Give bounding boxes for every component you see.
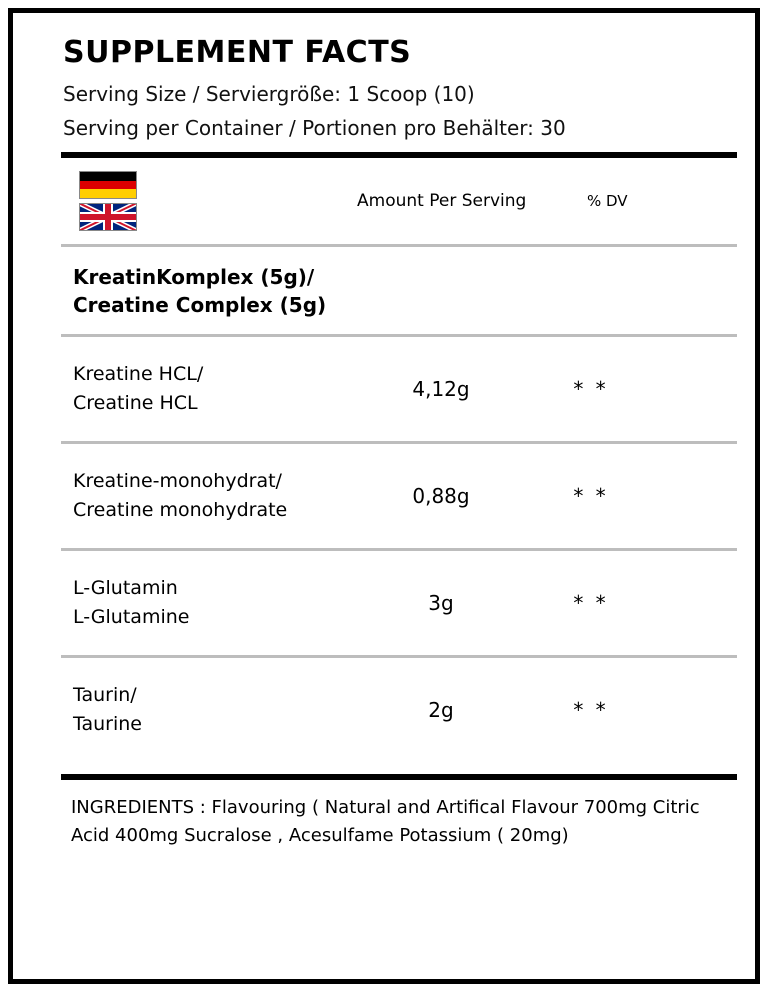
ingredient-dv: * * <box>573 483 609 508</box>
ingredient-name-en: Creatine HCL <box>73 391 198 414</box>
label-content <box>61 25 737 850</box>
ingredient-amount: 3g <box>428 590 454 615</box>
ingredient-name-de: Taurin/ <box>73 684 137 707</box>
ingredient-name-en: Creatine monohydrate <box>73 498 288 521</box>
servings-per-container-line: Serving per Container / Portionen pro Behälter: 30 <box>63 116 566 140</box>
table-row <box>61 337 737 441</box>
ingredient-amount: 2g <box>428 697 454 722</box>
ingredient-name-de: Kreatine-monohydrat/ <box>73 470 282 493</box>
page-title: SUPPLEMENT FACTS <box>63 35 412 70</box>
uk-flag-icon <box>79 203 137 231</box>
table-header-row <box>61 158 737 244</box>
table-row <box>61 551 737 655</box>
table-row <box>61 658 737 762</box>
ingredient-dv: * * <box>573 376 609 401</box>
ingredients-text: INGREDIENTS : Flavouring ( Natural and Artifical Flavour 700mg Citric Acid 400mg Sucralose , Acesulfame Potassium ( 20mg) <box>71 796 700 846</box>
ingredient-name-en: Taurine <box>73 712 142 735</box>
ingredient-dv: * * <box>573 590 609 615</box>
german-flag-icon <box>79 171 137 199</box>
group-label-de: KreatinKomplex (5g)/ <box>73 265 315 289</box>
ingredient-dv: * * <box>573 697 609 722</box>
ingredient-name-de: L-Glutamin <box>73 577 178 600</box>
flag-column <box>67 171 357 231</box>
group-row-creatine-complex <box>61 247 737 334</box>
ingredient-name-en: L-Glutamine <box>73 605 190 628</box>
ingredient-name <box>73 467 351 524</box>
ingredient-name <box>73 574 351 631</box>
serving-size-line: Serving Size / Serviergröße: 1 Scoop (10) <box>63 82 475 106</box>
column-header-dv: % DV <box>587 192 628 210</box>
ingredient-amount: 4,12g <box>412 376 470 401</box>
column-header-amount: Amount Per Serving <box>357 191 527 211</box>
group-label-en: Creatine Complex (5g) <box>73 293 327 318</box>
table-row <box>61 444 737 548</box>
ingredient-name-de: Kreatine HCL/ <box>73 363 204 386</box>
ingredient-name <box>73 681 351 738</box>
ingredient-name <box>73 360 351 417</box>
ingredient-amount: 0,88g <box>412 483 470 508</box>
supplement-facts-panel <box>8 8 760 984</box>
